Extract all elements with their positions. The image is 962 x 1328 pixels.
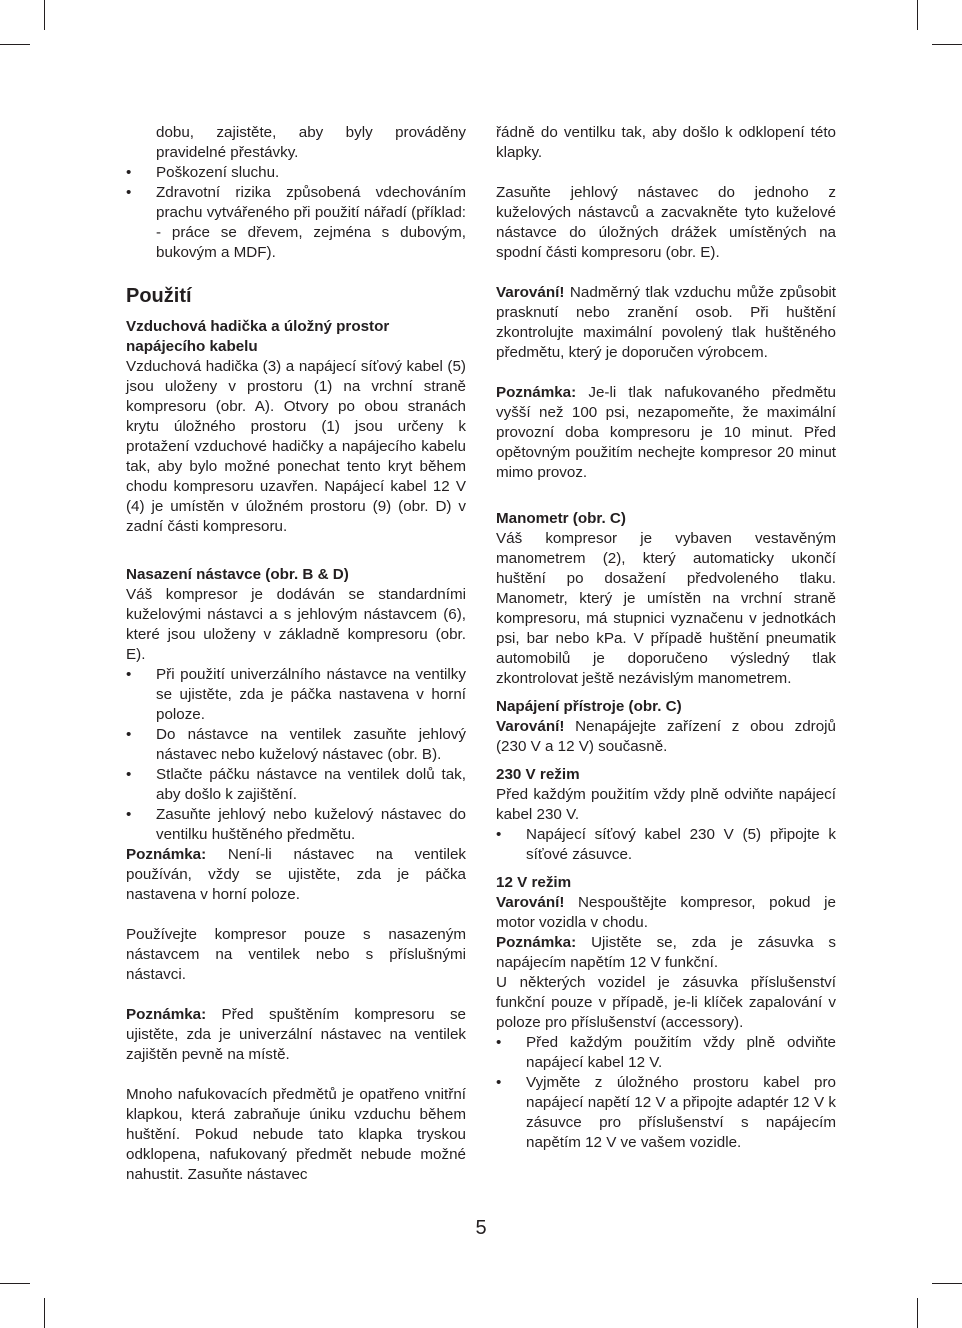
warning-label: Varování! <box>496 284 565 301</box>
note-text: Je-li tlak nafukovaného předmětu vyšší než 100 psi, nezapomeňte, že maximální provozní doba kompresoru je 10 minut. Před opětovným použitím nechejte kompresor 20 minut mimo provoz. <box>496 384 836 481</box>
list-item: • Do nástavce na ventilek zasuňte jehlový nástavec nebo kuželový nástavec (obr. B). <box>126 725 466 765</box>
subheading-230v: 230 V režim <box>496 766 580 783</box>
paragraph-flap-continued: řádně do ventilku tak, aby došlo k odklopení této klapky. <box>496 124 836 161</box>
note-socket <box>496 933 836 973</box>
crop-mark-bottom-right-h <box>932 1283 962 1284</box>
nozzle-steps-list <box>126 665 466 845</box>
warning-text: Nadměrný tlak vzduchu může způsobit prasknutí nebo zranění osob. Při huštění zkontrolujte maximální povolený tlak huštěného předmětu, který je doporučen výrobcem. <box>496 284 836 361</box>
list-12v <box>496 1033 836 1153</box>
list-item: • Stlačte páčku nástavce na ventilek dolů tak, aby došlo k zajištění. <box>126 765 466 805</box>
list-item: • Zasuňte jehlový nebo kuželový nástavec do ventilku huštěného předmětu. <box>126 805 466 845</box>
list-item: • Vyjměte z úložného prostoru kabel pro napájecí napětí 12 V a připojte adaptér 12 V k zásuvce pro příslušenství s napájecím napětím 12 V ve vašem vozidle. <box>496 1073 836 1153</box>
note-high-pressure <box>496 383 836 483</box>
note-label: Poznámka: <box>126 1006 207 1023</box>
paragraph-inner-flap: Mnoho nafukovacích předmětů je opatřeno vnitřní klapkou, která zabraňuje úniku vzduchu během huštění. Pokud nebude tato klapka tryskou odklopena, nafukovaný předmět nebude možné nahustit. Zasuňte nástavec <box>126 1086 466 1183</box>
paragraph-nozzle: Váš kompresor je dodáván se standardními kuželovými nástavci a s jehlovým nástavcem (6), které jsou uloženy v základně kompresoru (obr. E). <box>126 586 466 663</box>
note-valve-lever <box>126 845 466 905</box>
left-column <box>126 123 466 1185</box>
note-text: Není-li nástavec na ventilek používán, vždy se ujistěte, zda je páčka nastavena v horní poloze. <box>126 846 466 903</box>
warning-engine-running <box>496 893 836 933</box>
warning-dual-power <box>496 717 836 757</box>
warning-label: Varování! <box>496 718 565 735</box>
section-heading-use: Použití <box>126 285 192 307</box>
paragraph-gauge: Váš kompresor je vybaven vestavěným manometrem (2), který automaticky ukončí huštění po dosažení předvoleného tlaku. Manometr, který je umístěn na vrchní straně kompresoru, má stupnici vyznačenu v jednotkách psi, bar nebo kPa. V případě huštění pneumatik automobilů je doporučeno výsledný tlak zkontrolovat ještě nezávislým manometrem. <box>496 530 836 687</box>
crop-mark-bottom-left-v <box>44 1298 45 1328</box>
note-text: Ujistěte se, zda je zásuvka s napájecím napětím 12 V funkční. <box>496 934 836 971</box>
warning-text: Nespouštějte kompresor, pokud je motor vozidla v chodu. <box>496 894 836 931</box>
hazard-list <box>126 163 466 263</box>
note-label: Poznámka: <box>496 934 577 951</box>
list-230v <box>496 825 836 865</box>
page-number: 5 <box>475 1217 487 1239</box>
crop-mark-top-right-v <box>917 0 918 30</box>
subheading-gauge: Manometr (obr. C) <box>496 510 626 527</box>
warning-overpressure <box>496 283 836 363</box>
crop-mark-bottom-left-h <box>0 1283 30 1284</box>
list-item: • Poškození sluchu. <box>126 163 466 183</box>
paragraph-hose-storage: Vzduchová hadička (3) a napájecí síťový kabel (5) jsou uloženy v prostoru (1) na vrchní straně kompresoru (obr. A). Otvory po obou stranách krytu úložného prostoru (1) jsou určeny k protažení vzduchové hadičky a napájecího kabelu tak, aby bylo možné ponechat tento kryt během chodu kompresoru uzavřen. Napájecí kabel 12 V (4) je umístěn v úložném prostoru (9) (obr. D) v zadní části kompresoru. <box>126 358 466 535</box>
subheading-hose-storage: Vzduchová hadička a úložný prostor napájecího kabelu <box>126 318 390 355</box>
list-item: • Napájecí síťový kabel 230 V (5) připojte k síťové zásuvce. <box>496 825 836 865</box>
right-column <box>496 123 836 1153</box>
list-item: • Zdravotní rizika způsobená vdechováním prachu vytvářeného při použití nářadí (příklad: - práce se dřevem, zejména s dubovým, bukovým a MDF). <box>126 183 466 263</box>
crop-mark-top-right-h <box>932 44 962 45</box>
note-text: Před spuštěním kompresoru se ujistěte, zda je univerzální nástavec na ventilek zajištěn pevně na místě. <box>126 1006 466 1063</box>
note-label: Poznámka: <box>496 384 577 401</box>
paragraph-needle: Zasuňte jehlový nástavec do jednoho z kuželových nástavců a zacvakněte tyto kuželové nástavce do úložných drážek umístěných na spodní části kompresoru (obr. E). <box>496 184 836 261</box>
list-item: • Při použití univerzálního nástavce na ventilky se ujistěte, zda je páčka nastavena v horní poloze. <box>126 665 466 725</box>
subheading-12v: 12 V režim <box>496 874 572 891</box>
subheading-power: Napájení přístroje (obr. C) <box>496 698 682 715</box>
note-label: Poznámka: <box>126 846 207 863</box>
crop-mark-top-left-v <box>44 0 45 30</box>
note-before-start <box>126 1005 466 1065</box>
paragraph-12v: U některých vozidel je zásuvka příslušenství funkční pouze v případě, je-li klíček zapalování v poloze pro příslušenství (accessory). <box>496 974 836 1031</box>
paragraph-230v: Před každým použitím vždy plně odviňte napájecí kabel 230 V. <box>496 786 836 823</box>
paragraph-use-only: Používejte kompresor pouze s nasazeným nástavcem na ventilek nebo s příslušnými nástavci. <box>126 926 466 983</box>
subheading-nozzle: Nasazení nástavce (obr. B & D) <box>126 566 349 583</box>
list-item: • Před každým použitím vždy plně odviňte napájecí kabel 12 V. <box>496 1033 836 1073</box>
crop-mark-top-left-h <box>0 44 30 45</box>
continued-text: dobu, zajistěte, aby byly prováděny pravidelné přestávky. <box>156 124 466 161</box>
warning-label: Varování! <box>496 894 565 911</box>
crop-mark-bottom-right-v <box>917 1298 918 1328</box>
warning-text: Nenapájejte zařízení z obou zdrojů (230 V a 12 V) současně. <box>496 718 836 755</box>
